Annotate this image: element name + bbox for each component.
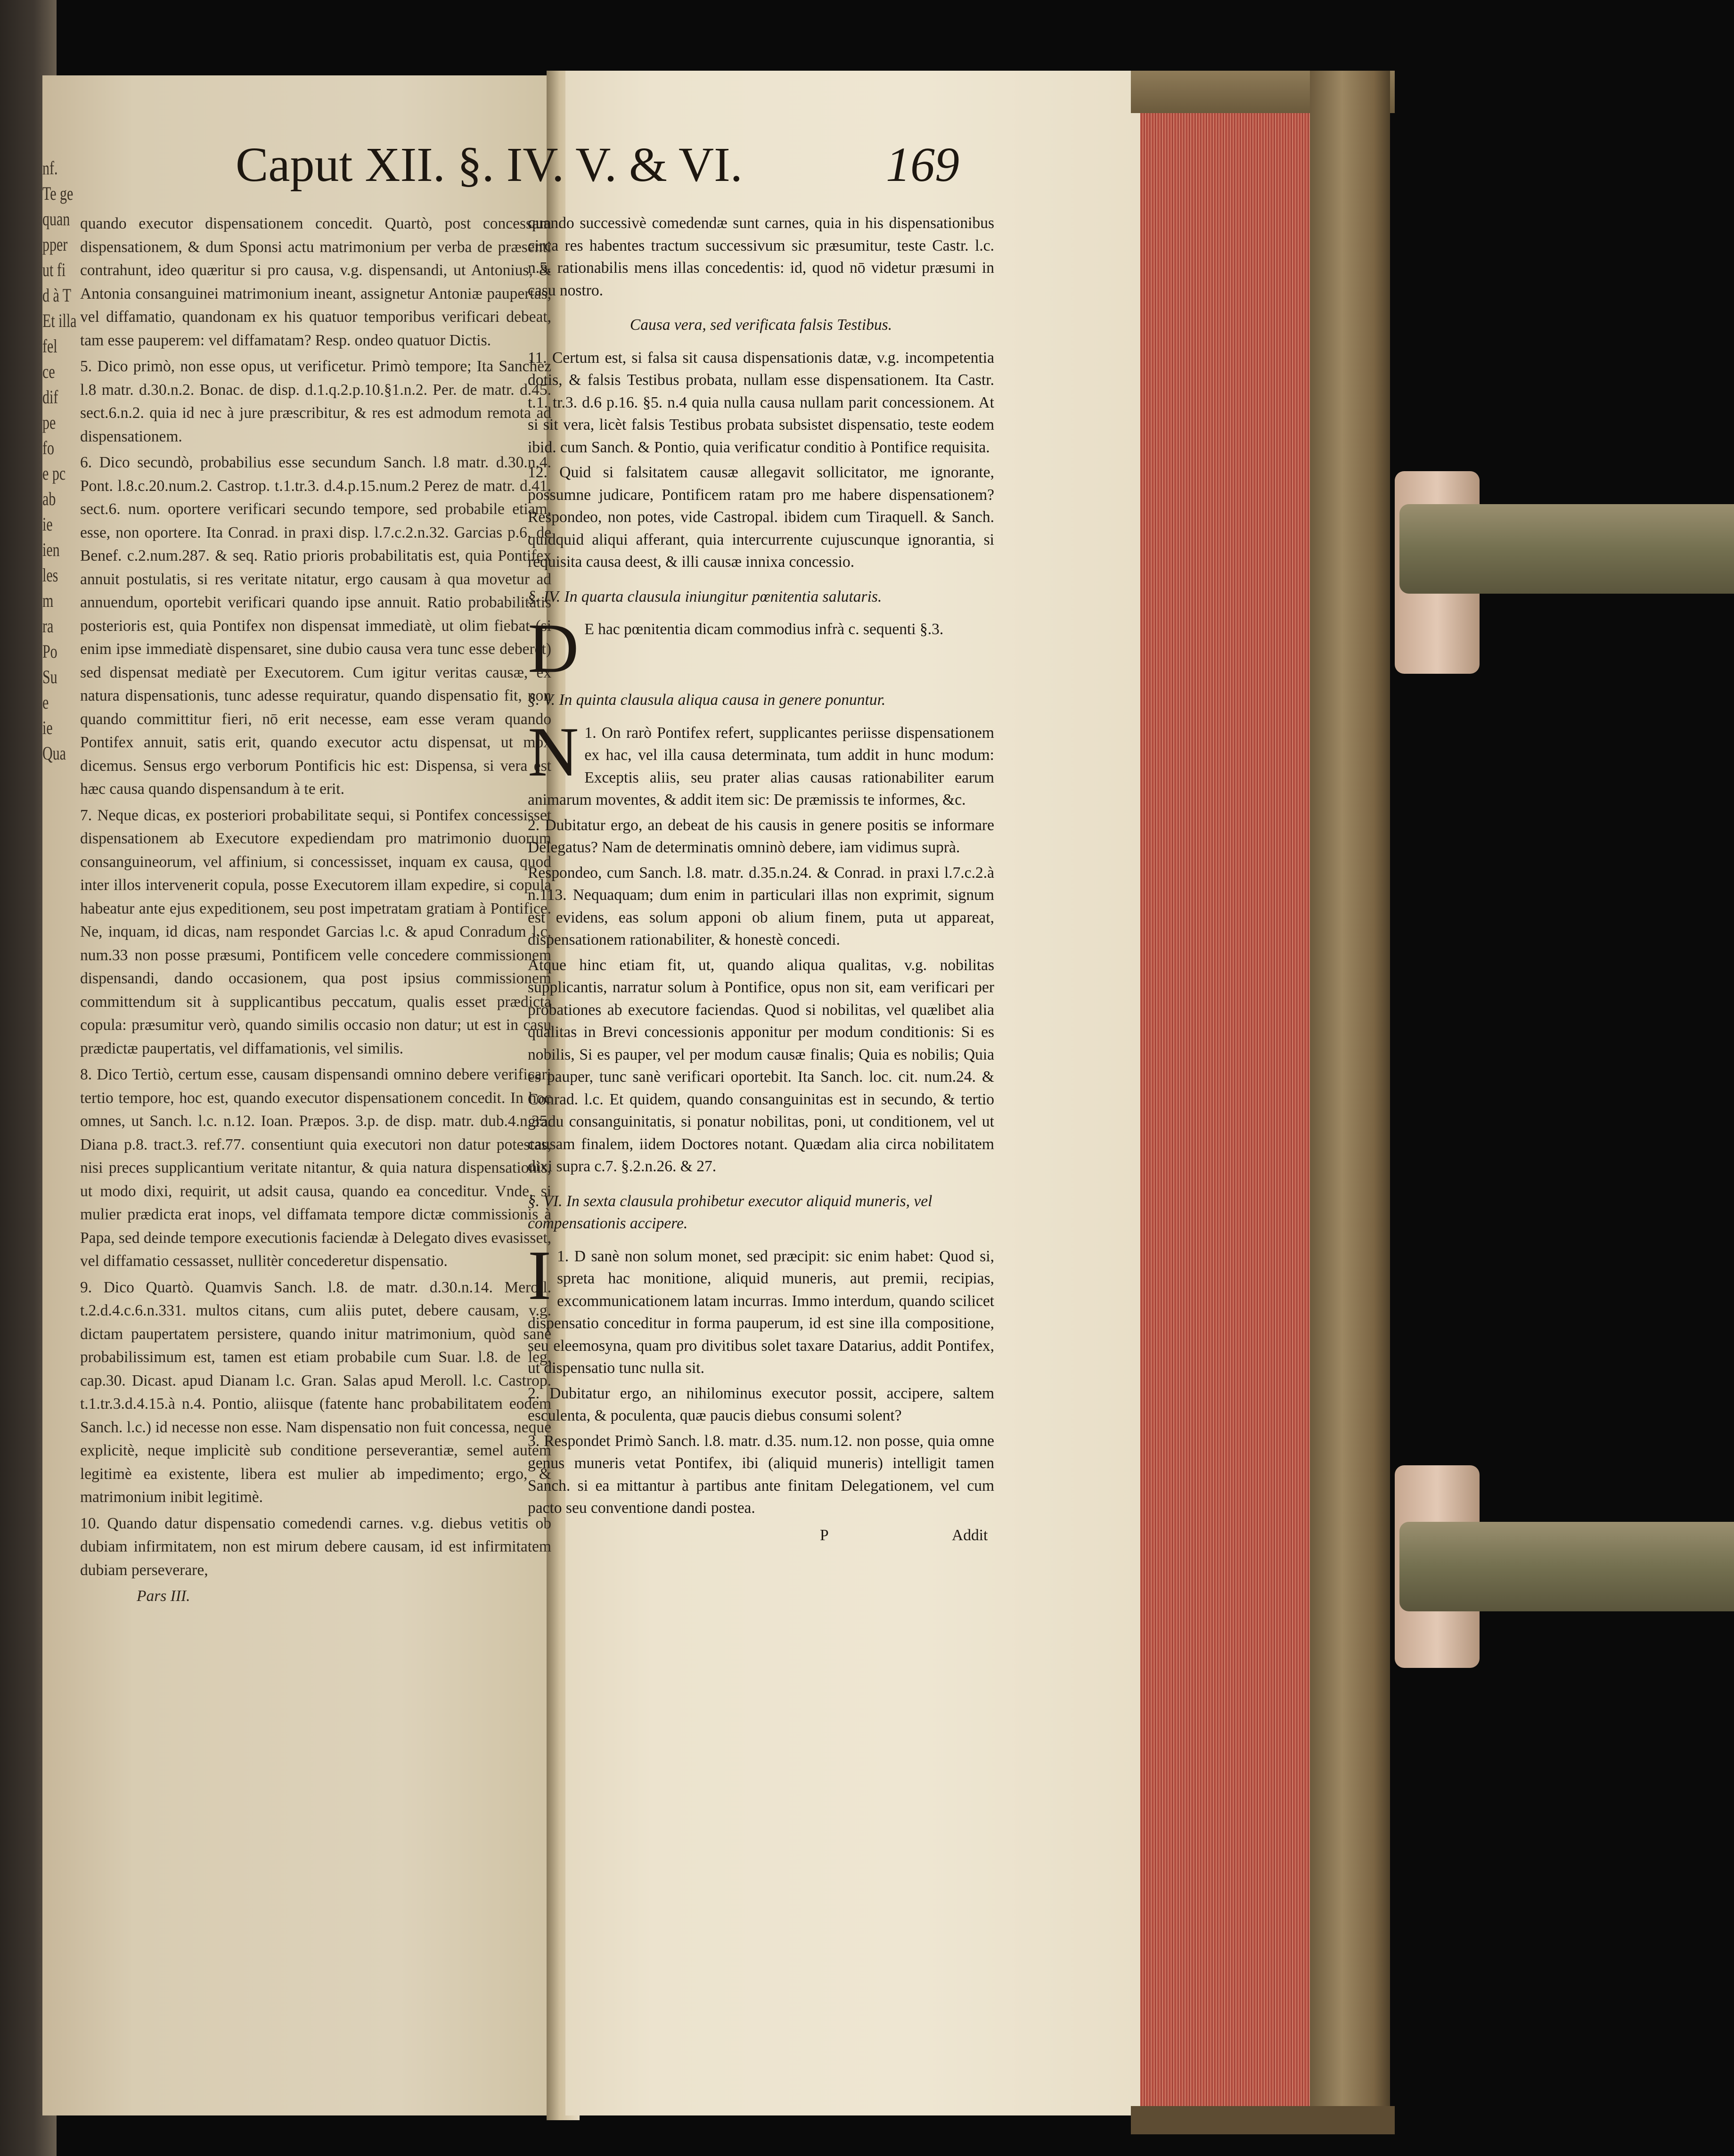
signature-mark: P: [820, 1526, 829, 1544]
clasp-strap-upper: [1399, 504, 1734, 594]
right-paragraph: Atque hinc etiam fit, ut, quando aliqua qualitas, v.g. nobilitas supplicantis, narratur solum à Pontifice, opus non sit, eam verificari per probationes ab executore faciendas. Quod si nobilitas, vel quælibet alia qualitas in Brevi concessionis apponitur per modum conditionis: Si es nobilis, Si es pauper, vel per modum causæ finalis; Quia es nobilis; Quia es pauper, tunc sanè verificari oportebit. Ita Sanch. loc. cit. num.24. & Conrad. l.c. Et quidem, quando consanguinitas est in secundo, & tertio gradu consanguinitatis, si ponatur nobilitas, poni, ut conditionem, vel ut causam finalem, iidem Doctores notant. Quædam alia circa nobilitatem dixi supra c.7. §.2.n.26. & 27.: [528, 956, 994, 1175]
catchword: Addit: [952, 1526, 988, 1544]
fragment: m: [42, 590, 54, 611]
drop-cap: N: [528, 712, 579, 791]
paragraph-text: E hac pœnitentia dicam commodius infrà c. sequenti §.3.: [584, 621, 944, 638]
left-text-column: [80, 212, 551, 1608]
fragment: ce: [42, 361, 55, 382]
fragment: les: [42, 564, 58, 586]
fragment: fo: [42, 437, 54, 458]
clasp-strap-lower: [1399, 1522, 1734, 1611]
left-paragraph: 5. Dico primò, non esse opus, ut verificetur. Primò tempore; Ita Sanchez l.8 matr. d.30.n.2. Bonac. de disp. d.1.q.2.p.10.§1.n.2. Per. de matr. d.45. sect.6.n.2. quia id nec à jure præscribitur, & res est admodum remota ad dispensationem.: [80, 358, 551, 445]
right-paragraph: [528, 712, 994, 811]
right-paragraph: 12. Quid si falsitatem causæ allegavit sollicitator, me ignorante, possumne judicare, Pontificem ratam pro me habere dispensationem? Respondeo, non potes, vide Castropal. ibidem cum Tiraquell. & Sanch. quidquid aliqui afferant, quia intercurrente cujuscunque ignorantia, si requisita causa deest, & illi causæ innixa concessio.: [528, 464, 994, 571]
right-paragraph: quando successivè comedendæ sunt carnes, quia in his dispensationibus circa res habentes tractum successivum sic præsumitur, teste Castr. l.c. n.5. rationabilis mens illas concedentis: id, quod nō videtur præsumi in casu nostro.: [528, 214, 994, 299]
fragment: dif: [42, 386, 58, 408]
fragment: ab: [42, 488, 56, 509]
page-number: 169: [886, 138, 959, 192]
right-text-region: [528, 212, 994, 1548]
fragment: Et illa: [42, 310, 77, 331]
left-paragraph: 10. Quando datur dispensatio comedendi carnes. v.g. diebus vetitis ob dubiam infirmitatem, non est mirum debere causam, id est infirmitatem dubiam perseverare,: [80, 1514, 551, 1579]
paragraph-text: 1. On rarò Pontifex refert, supplicantes periisse dispensationem ex hac, vel illa causa determinata, tum addit in hunc modum: Exceptis aliis, seu prater alias causas rationabiliter earum animarum moventes, & addit item sic: De præmissis te informes, &c.: [528, 724, 994, 808]
red-fore-edge: [1140, 108, 1329, 2115]
left-text-region: [52, 212, 552, 1611]
fragment: ie: [42, 717, 53, 738]
signature-mark: Pars III.: [137, 1587, 190, 1605]
running-title: Caput XII. §. IV. V. & VI.: [236, 138, 743, 192]
left-paragraph: 9. Dico Quartò. Quamvis Sanch. l.8. de matr. d.30.n.14. Meroll. t.2.d.4.c.6.n.331. multos citans, cum aliis putet, debere causam, v.g. dictam paupertatem persistere, quando initur matrimonium, quòd sanè probabilissimum est, tamen est etiam probabile cum Suar. l.8. de leg. cap.30. Dicast. apud Dianam l.c. Gran. Salas apud Meroll. l.c. Castrop. t.1.tr.3.d.4.15.à n.4. Pontio, aliisque (fatente hanc probabilitatem eodem Sanch. l.c.) id necesse non esse. Nam dispensatio non fuit concessa, neque explicitè, neque implicitè sub conditione perseverantiæ, semel autem legitimè ea existente, libera est mulier ab impedimento; ergo, & matrimonium inibit legitimè.: [80, 1278, 551, 1506]
section-heading: §. V. In quinta clausula aliqua causa in genere ponuntur.: [528, 691, 886, 709]
fragment: ra: [42, 615, 54, 637]
drop-cap: I: [528, 1236, 551, 1315]
left-paragraph: 8. Dico Tertiò, certum esse, causam dispensandi omnino debere verificari tertio tempore, hoc est, quando executor dispensationem concedit. In hoc omnes, ut Sanch. l.c. n.12. Ioan. Præpos. 3.p. de disp. matr. dub.4.n.35. Diana p.8. tract.3. ref.77. consentiunt quia executori non datur potestas, nisi preces supplicantium veritate nitantur, & quia natura dispensationis, ut modo dixi, requirit, ut adsit causa, quando ea conceditur. Vnde, si mulier prædicta erat inops, vel diffamata tempore dictæ commissionis à Papa, sed deinde tempore executionis faciendæ à Delegato dives evasisset, vel diffamatio cessasset, nullitèr concederetur dispensatio.: [80, 1066, 552, 1270]
left-paragraph: 6. Dico secundò, probabilius esse secundum Sanch. l.8 matr. d.30.n.4. Pont. l.8.c.20.num.2. Castrop. t.1.tr.3. d.4.p.15.num.2 Perez de matr. d.41. sect.6. num. oportere verificari secundo tempore, sed probabile etiam, esse, non oportere. Ita Conrad. in praxi disp. l.7.c.2.n.32. Garcias p.6. de Benef. c.2.num.287. & seq. Ratio prioris probabilitatis est, quia Pontifex annuit postulatis, si res veritate nitatur, ergo causam à qua movetur ad annuendum, oportebit verificari quando ipse annuit. Ratio probabilitatis posterioris est, quia Pontifex non dispensat immediatè, ut olim fiebat (si enim ipse immediatè dispensaret, sine dubio causa vera tunc esse deberet) sed dispensat mediatè per Executorem. Cum igitur veritas causæ, ex natura dispensationis, tunc adesse requiratur, quando dispensatio fit, non quando committitur fieri, nō erit necesse, eam esse veram quando Pontifex annuit, satis erit, quando executor actu dispensat, ut mox dicemus. Sensus ergo verborum Pontificis hic est: Dispensa, si vera est hæc causa quando dispensandum à te erit.: [80, 454, 551, 798]
fragment: d à T: [42, 285, 72, 306]
right-paragraph: 2. Dubitatur ergo, an debeat de his causis in genere positis se informare Delegatus? Nam de determinatis omninò debere, iam vidimus suprà.: [528, 816, 994, 856]
drop-cap: D: [528, 609, 579, 687]
fragment: e: [42, 692, 49, 713]
right-paragraph: 11. Certum est, si falsa sit causa dispensationis datæ, v.g. incompetentia dotis, & falsis Testibus probata, nullam esse dispensationem. Ita Castr. t.1. tr.3. d.6 p.16. §5. n.4 quia nulla causa nullam parit concessionem. At si sit vera, licèt falsis Testibus probata subsistet dispensatio, teste eodem ibid. cum Sanch. & Pontio, quia verificatur conditio à Pontifice requisita.: [528, 349, 994, 456]
fragment: Po: [42, 641, 57, 662]
fragment: fel: [42, 335, 57, 357]
fragment: ut fi: [42, 259, 66, 280]
section-heading: §. VI. In sexta clausula prohibetur executor aliquid muneris, vel compensationis accipere.: [528, 1192, 932, 1232]
fragment: Su: [42, 666, 57, 687]
right-paragraph: 2. Dubitatur ergo, an nihilominus executor possit, accipere, saltem esculenta, & poculenta, quæ paucis diebus consumi solent?: [528, 1384, 994, 1424]
fragment: pe: [42, 412, 56, 433]
right-paragraph: [528, 1236, 994, 1380]
right-paragraph: 3. Respondet Primò Sanch. l.8. matr. d.35. num.12. non posse, quia omne genus muneris vetat Pontifex, ibi (aliquid muneris) intelligit tamen Sanch. si ea mittantur à partibus ante finitam Delegationem, vel cum pacto seu conventione dandi postea.: [528, 1432, 994, 1517]
page-footer: [528, 1524, 994, 1548]
fragment: nf.: [42, 157, 58, 179]
right-paragraph: [528, 609, 994, 687]
subheading: Causa vera, sed verificata falsis Testibus.: [630, 316, 892, 334]
paragraph-text: 1. D sanè non solum monet, sed præcipit: sic enim habet: Quod si, spreta hac monitione, aliquid muneris, aut premii, recipias, excommunicationem latam incurras. Immo interdum, quando scilicet dispensatio conceditur in forma pauperum, id est sine illa compositione, seu eleemosyna, quam pro divitibus solet taxare Datarius, addit Pontifex, ut dispensatio tunc nulla sit.: [528, 1247, 994, 1377]
section-heading: §. IV. In quarta clausula iniungitur pœnitentia salutaris.: [528, 588, 882, 605]
bottom-board: [1131, 2106, 1395, 2134]
fragment: e pc: [42, 463, 66, 484]
fragment: pper: [42, 234, 68, 255]
fragment: ie: [42, 514, 53, 535]
right-text-column: [528, 212, 994, 1548]
right-paragraph: Respondeo, cum Sanch. l.8. matr. d.35.n.24. & Conrad. in praxi l.7.c.2.à n.113. Nequaquam; dum enim in particulari illas non exprimit, signum est evidens, eas solum apponi ob alium finem, puta ut appareat, dispensationem rationabiliter, & honestè concedi.: [528, 864, 994, 948]
header-region: [236, 137, 1013, 193]
left-paragraph: quando executor dispensationem concedit. Quartò, post concessam dispensationem, & dum Sponsi actu matrimonium per verba de præsenti contrahunt, ideo quæritur si pro causa, v.g. dispensandi, ut Antonius, & Antonia consanguinei matrimonium ineant, assignetur Antoniæ paupertas, vel diffamatio, quandonam ex his quatuor temporibus verificari debeat, tam esse pauperem: vel diffamatam? Resp. ondeo quatuor Dictis.: [80, 215, 551, 349]
left-paragraph: 7. Neque dicas, ex posteriori probabilitate sequi, si Pontifex concessisset dispensationem ab Executore expediendam pro matrimonio duorum consanguineorum, vel affinium, si concessisset, inquam ex causa, quod inter illos intervenerit copula, posse Executorem illam expedire, si copula habeatur ante ejus expeditionem, seu post impetratam gratiam à Pontifice. Ne, inquam, id dicas, nam respondet Garcias l.c. & apud Conradum l.c. num.33 non posse præsumi, Pontificem velle concedere commissionem dispensandi, dando occasionem, qua post ipsius commissionem committendum sit à supplicantibus peccatum, qualis esset prædicta copula: præsumitur verò, quando similis occasio non datur; ut est in casu prædictæ paupertatis, vel diffamationis, vel similis.: [80, 806, 551, 1057]
fragment: quan: [42, 208, 70, 229]
fragment: ien: [42, 539, 60, 560]
fragment: Te ge: [42, 183, 74, 204]
fragment: Qua: [42, 743, 66, 764]
cover-board: [1310, 71, 1390, 2125]
